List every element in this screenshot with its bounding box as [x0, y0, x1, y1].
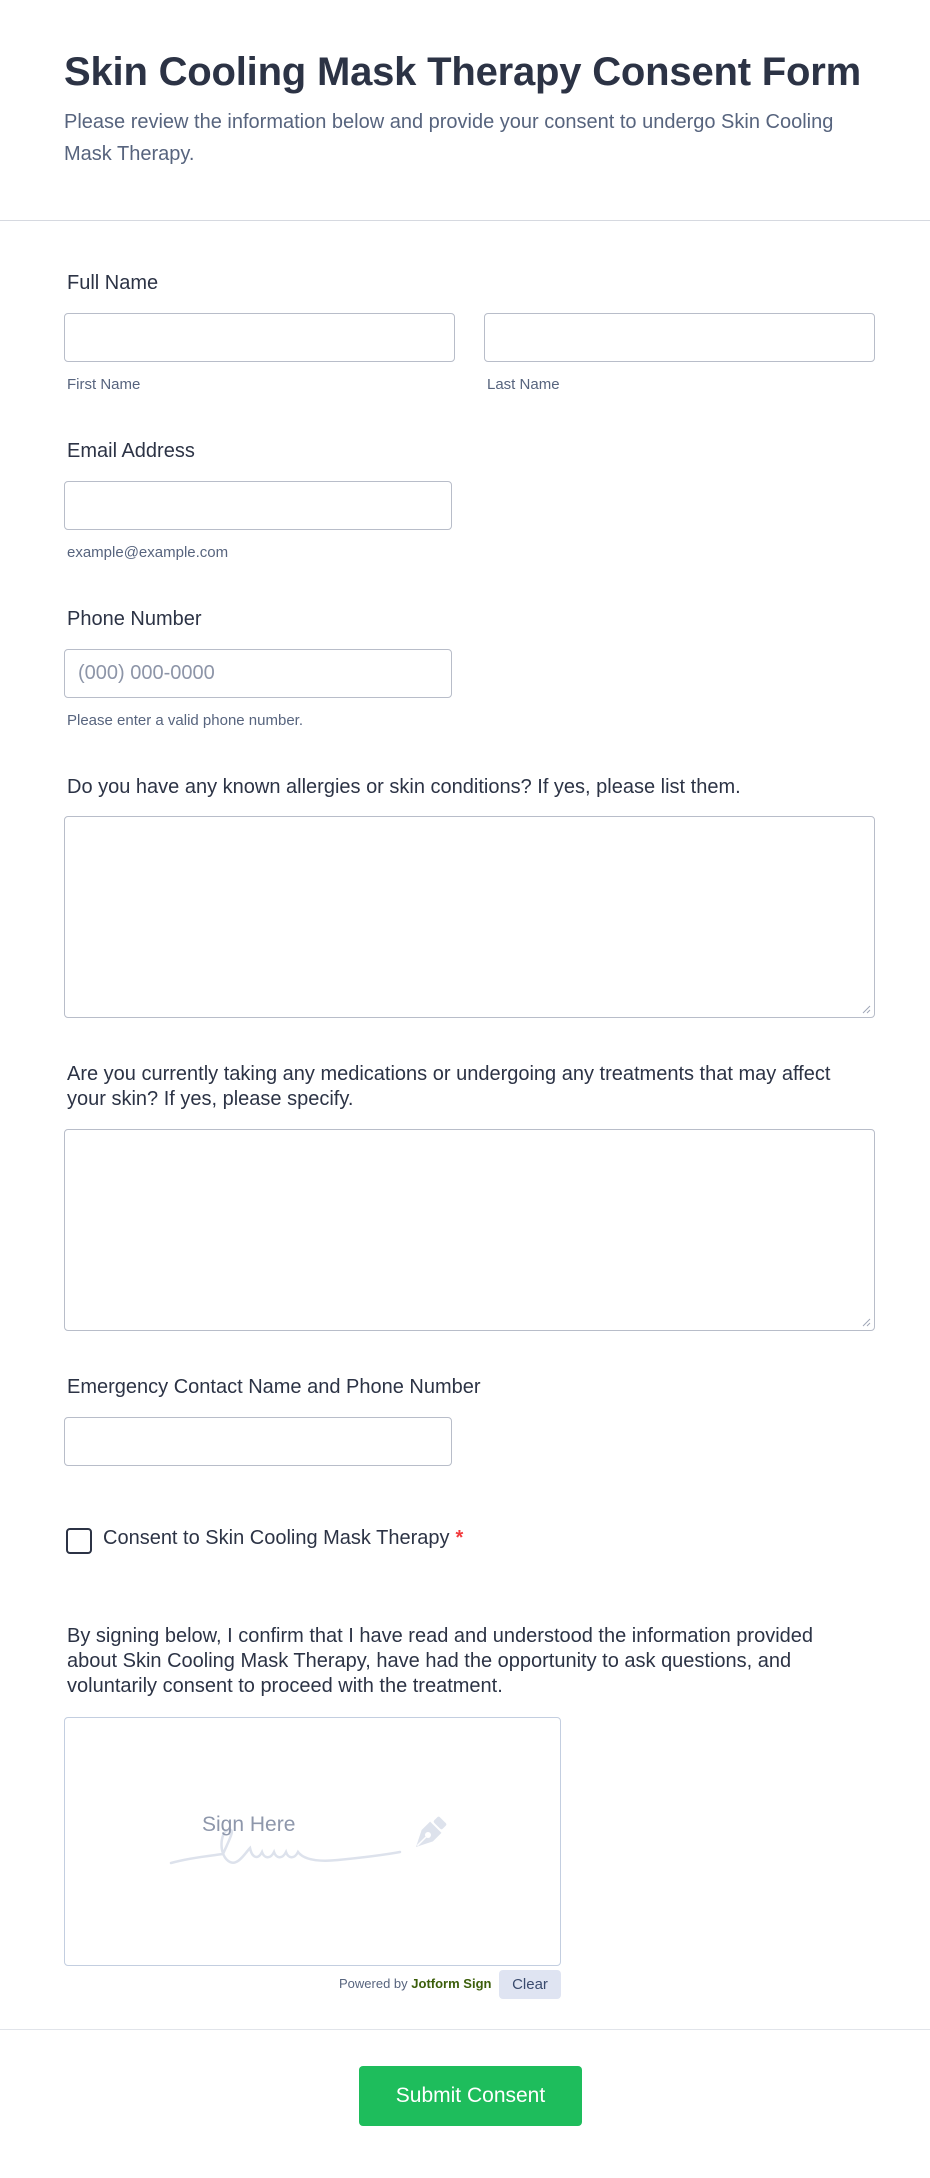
form-header	[0, 0, 930, 221]
last-name-sublabel: Last Name	[487, 376, 560, 393]
phone-label: Phone Number	[67, 608, 202, 630]
emergency-contact-label: Emergency Contact Name and Phone Number	[67, 1376, 481, 1398]
phone-sublabel: Please enter a valid phone number.	[67, 712, 303, 729]
phone-input[interactable]	[64, 649, 452, 698]
submit-consent-button[interactable]: Submit Consent	[359, 2066, 582, 2126]
footer-divider	[0, 2029, 930, 2030]
allergies-textarea[interactable]	[64, 816, 875, 1018]
full-name-label: Full Name	[67, 272, 159, 294]
email-input[interactable]	[64, 481, 452, 530]
signature-statement: By signing below, I confirm that I have read and understood the information provided about Skin Cooling Mask Therapy, have had the opportunity to ask questions, and voluntarily consent to proceed with the treatment.	[67, 1625, 814, 1697]
consent-checkbox-label[interactable]	[103, 1527, 463, 1550]
powered-by-prefix: Powered by	[339, 1976, 408, 1991]
resize-grip-icon[interactable]	[861, 1317, 871, 1327]
form-subtitle: Please review the information below and provide your consent to undergo Skin Cooling Mask Therapy.	[64, 111, 834, 165]
signature-placeholder: Sign Here	[202, 1813, 296, 1836]
clear-signature-button[interactable]: Clear	[499, 1970, 561, 1999]
first-name-input[interactable]	[64, 313, 455, 362]
powered-by-text	[339, 1976, 491, 1991]
consent-checkbox[interactable]	[66, 1528, 92, 1554]
form-title: Skin Cooling Mask Therapy Consent Form	[64, 50, 861, 94]
required-star: *	[455, 1527, 464, 1549]
pen-nib-icon	[405, 1812, 451, 1858]
email-sublabel: example@example.com	[67, 544, 229, 561]
first-name-sublabel: First Name	[67, 376, 141, 393]
last-name-input[interactable]	[484, 313, 875, 362]
medications-label: Are you currently taking any medications or undergoing any treatments that may affect your skin? If yes, please specify.	[67, 1063, 831, 1110]
emergency-contact-input[interactable]	[64, 1417, 452, 1466]
resize-grip-icon[interactable]	[861, 1004, 871, 1014]
medications-textarea[interactable]	[64, 1129, 875, 1331]
allergies-label: Do you have any known allergies or skin conditions? If yes, please list them.	[67, 776, 741, 798]
jotform-sign-brand: Jotform Sign	[411, 1976, 492, 1991]
consent-label-text: Consent to Skin Cooling Mask Therapy	[103, 1527, 450, 1549]
email-label: Email Address	[67, 440, 195, 462]
